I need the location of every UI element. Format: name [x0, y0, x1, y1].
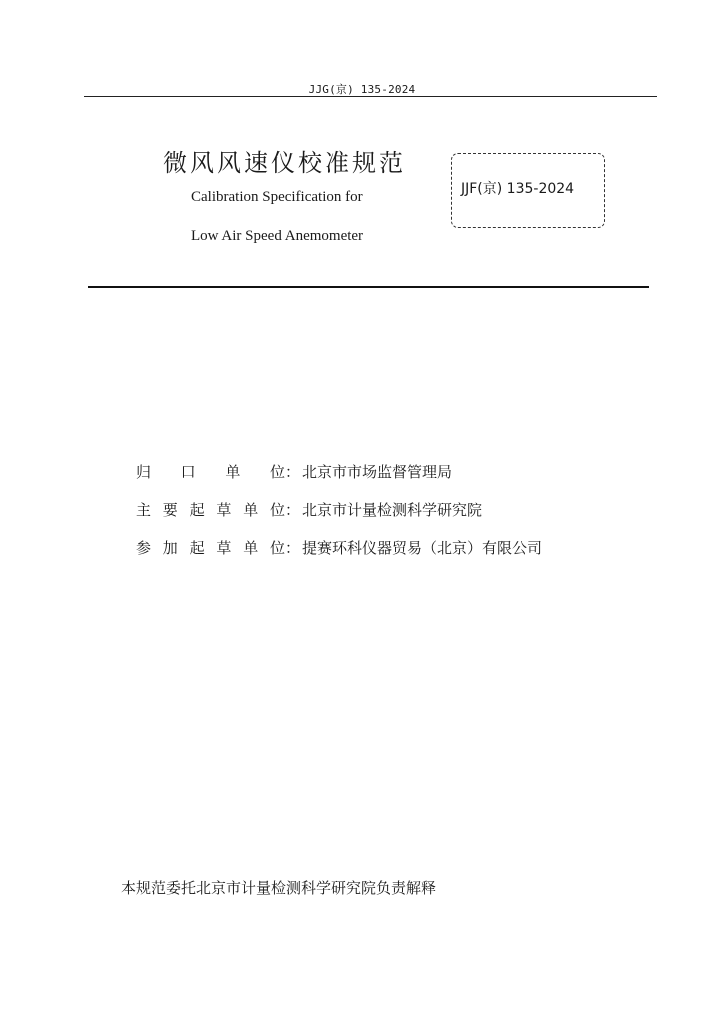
label-char: 单	[225, 462, 241, 481]
label-char: 加	[162, 538, 178, 557]
label-char: 位：	[269, 462, 300, 481]
label-char: 位：	[269, 500, 300, 519]
interpretation-note: 本规范委托北京市计量检测科学研究院负责解释	[121, 879, 437, 897]
main-drafting-unit-row	[136, 498, 482, 520]
header-rule	[84, 96, 657, 97]
responsible-unit-row	[136, 460, 452, 482]
label-char: 位：	[269, 538, 300, 557]
label-char: 要	[162, 500, 178, 519]
label-char: 参	[136, 538, 152, 557]
label-char: 口	[180, 462, 196, 481]
label-char: 起	[189, 538, 205, 557]
label-char: 归	[136, 462, 152, 481]
title-english-line2: Low Air Speed Anemometer	[191, 228, 364, 244]
label-char: 单	[243, 500, 259, 519]
title-rule	[88, 286, 649, 288]
label-char: 起	[189, 500, 205, 519]
title-chinese: 微风风速仪校准规范	[163, 149, 406, 177]
main-drafting-unit-label	[136, 499, 300, 520]
main-drafting-unit-value: 北京市计量检测科学研究院	[302, 500, 483, 519]
label-char: 草	[216, 500, 232, 519]
label-char: 单	[243, 538, 259, 557]
participating-drafting-unit-label	[136, 537, 300, 558]
label-char: 主	[136, 500, 152, 519]
participating-drafting-unit-value: 提赛环科仪器贸易（北京）有限公司	[302, 538, 543, 557]
responsible-unit-value: 北京市市场监督管理局	[302, 462, 453, 481]
label-char: 草	[216, 538, 232, 557]
running-header: JJG(京) 135-2024	[308, 83, 416, 96]
specification-code: JJF(京) 135-2024	[461, 181, 575, 197]
responsible-unit-label	[136, 461, 300, 482]
title-english-line1: Calibration Specification for	[191, 189, 363, 205]
participating-drafting-unit-row	[136, 536, 542, 558]
